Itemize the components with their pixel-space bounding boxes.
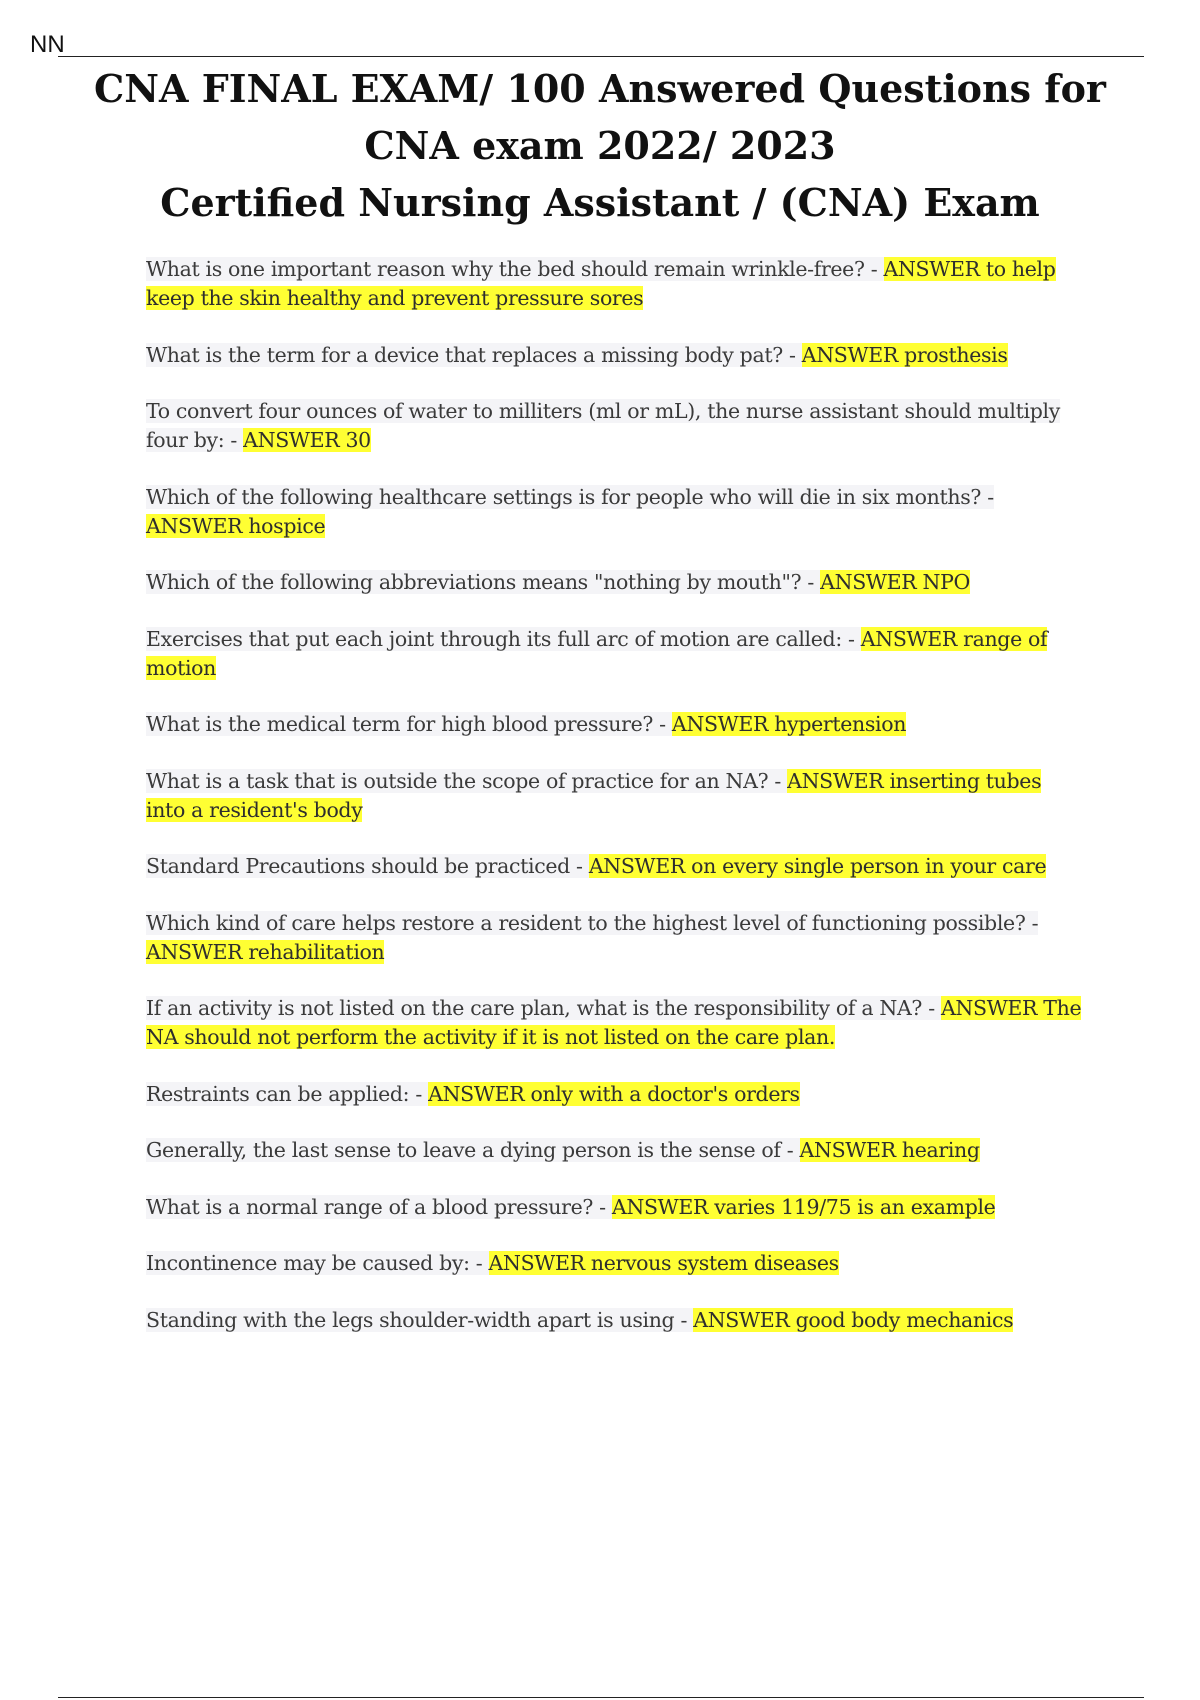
title-line-1: CNA FINAL EXAM/ 100 Answered Questions for [94, 66, 1106, 111]
answer-highlight: ANSWER hearing [799, 1138, 980, 1162]
qa-item [146, 994, 1086, 1052]
question-text: Which kind of care helps restore a resident to the highest level of functioning possible? - [146, 910, 1039, 935]
header-mark: NN [30, 31, 65, 58]
question-text: Standing with the legs shoulder-width apart is using - [146, 1307, 694, 1332]
question-text: Standard Precautions should be practiced - [146, 854, 589, 878]
qa-item [146, 1306, 1086, 1335]
qa-item [146, 1136, 1086, 1165]
answer-highlight: ANSWER 30 [243, 428, 371, 452]
question-text: What is the medical term for high blood pressure? - [146, 712, 672, 736]
qa-item [146, 710, 1086, 739]
question-text: Restraints can be applied: - [146, 1081, 429, 1106]
question-text: What is a task that is outside the scope of practice for an NA? - [146, 768, 788, 793]
question-text: Generally, the last sense to leave a dying person is the sense of - [146, 1138, 800, 1162]
question-text: Exercises that put each joint through its full arc of motion are called: - [146, 626, 861, 651]
qa-item [146, 1080, 1086, 1109]
answer-highlight: ANSWER only with a doctor's orders [428, 1081, 800, 1106]
title-line-3: Certified Nursing Assistant / (CNA) Exam [160, 180, 1040, 225]
question-text: Which of the following abbreviations means "nothing by mouth"? - [146, 570, 821, 594]
question-text: To convert four ounces of water to milliters (ml or mL), the nurse assistant should multiply four by: - [146, 399, 1060, 452]
question-text: What is a normal range of a blood pressure? - [146, 1194, 612, 1219]
answer-highlight: ANSWER hospice [146, 513, 326, 538]
title-line-2: CNA exam 2022/ 2023 [364, 123, 836, 168]
question-text: What is the term for a device that replaces a missing body pat? - [146, 342, 802, 367]
answer-highlight: ANSWER NPO [820, 570, 970, 594]
answer-highlight: ANSWER good body mechanics [693, 1307, 1014, 1332]
qa-item [146, 397, 1086, 455]
question-text: Which of the following healthcare settings is for people who will die in six months? - [146, 484, 994, 509]
question-text: What is one important reason why the bed should remain wrinkle-free? - [146, 257, 884, 281]
qa-item [146, 341, 1086, 370]
answer-highlight: ANSWER nervous system diseases [488, 1251, 839, 1275]
header-rule [58, 56, 1144, 57]
answer-highlight: ANSWER prosthesis [801, 342, 1008, 367]
qa-item [146, 909, 1086, 967]
answer-highlight: ANSWER rehabilitation [146, 939, 385, 964]
answer-highlight: ANSWER range of motion [146, 626, 1048, 680]
document-title [60, 60, 1140, 231]
qa-item [146, 767, 1086, 825]
answer-highlight: ANSWER The NA should not perform the activity if it is not listed on the care plan. [146, 996, 1082, 1049]
qa-list [146, 255, 1086, 1362]
answer-highlight: ANSWER inserting tubes into a resident's body [146, 768, 1042, 822]
qa-item [146, 625, 1086, 683]
answer-highlight: ANSWER varies 119/75 is an example [611, 1194, 996, 1219]
qa-item [146, 852, 1086, 881]
qa-item [146, 483, 1086, 541]
answer-highlight: ANSWER to help keep the skin healthy and prevent pressure sores [146, 257, 1056, 310]
question-text: If an activity is not listed on the care plan, what is the responsibility of a NA? - [146, 996, 941, 1020]
answer-highlight: ANSWER on every single person in your care [588, 854, 1047, 878]
qa-item [146, 1249, 1086, 1278]
qa-item [146, 568, 1086, 597]
qa-item [146, 255, 1086, 313]
answer-highlight: ANSWER hypertension [671, 712, 907, 736]
footer-rule [58, 1697, 1144, 1698]
qa-item [146, 1193, 1086, 1222]
question-text: Incontinence may be caused by: - [146, 1251, 489, 1275]
